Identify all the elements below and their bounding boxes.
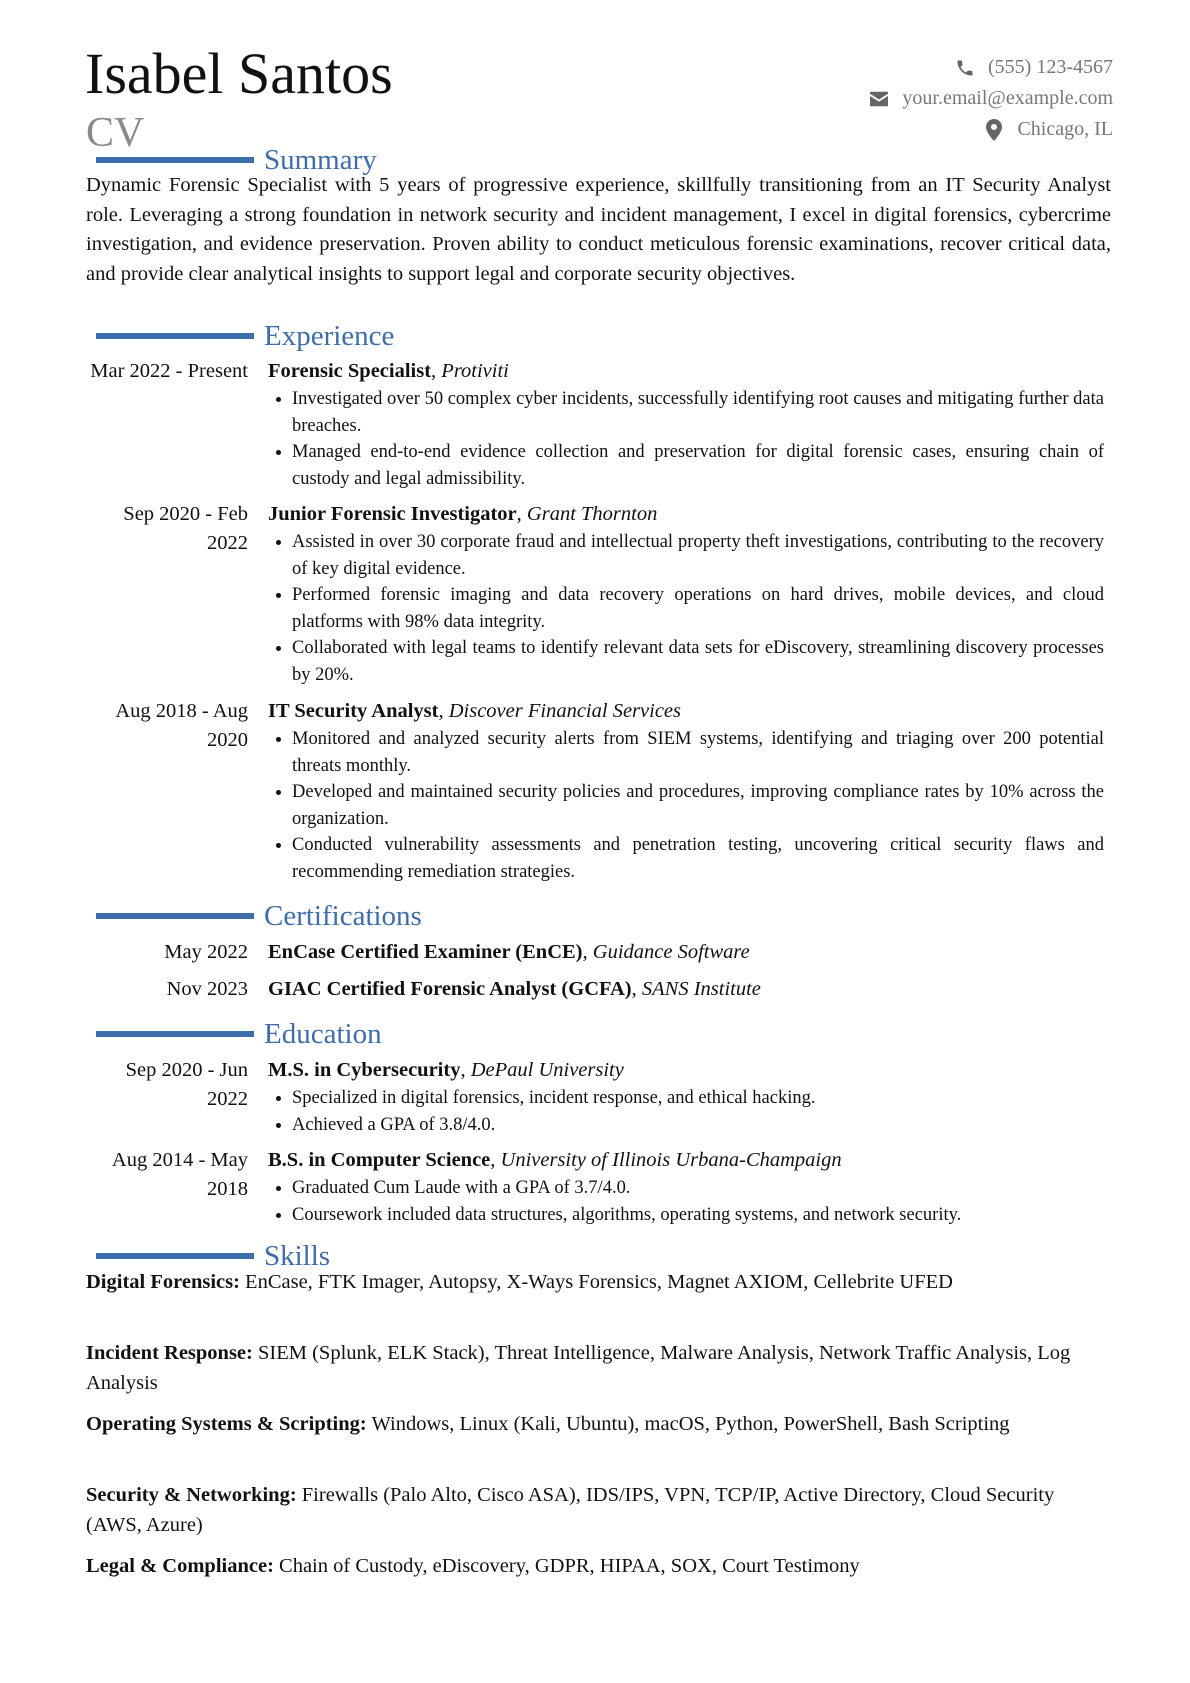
candidate-name: Isabel Santos: [85, 41, 393, 106]
section-title: Summary: [264, 144, 377, 176]
entry-title: Junior Forensic Investigator: [268, 503, 517, 525]
bullet-item: Conducted vulnerability assessments and penetration testing, uncovering critical security flaws and recommending remediation strategies.: [292, 832, 1116, 885]
skill-label: Legal & Compliance:: [86, 1555, 274, 1577]
bullet-item: Collaborated with legal teams to identify relevant data sets for eDiscovery, streamlining discovery processes by 20%.: [292, 635, 1116, 688]
entry-date: Aug 2014 - May 2018: [111, 1149, 248, 1200]
skill-row: [86, 1410, 1111, 1440]
bullet-item: Graduated Cum Laude with a GPA of 3.7/4.0.: [292, 1175, 1116, 1202]
entry-bullets: [268, 529, 1116, 688]
certification-entry: May 2022 EnCase Certified Examiner (EnCE), Guidance Software: [86, 938, 1116, 967]
entry-heading: IT Security Analyst, Discover Financial Services: [268, 700, 681, 722]
entry-date: Mar 2022 - Present: [90, 360, 248, 382]
entry-date: Sep 2020 - Jun 2022: [125, 1059, 248, 1110]
entry-bullets: [268, 1175, 1116, 1228]
entry-title: EnCase Certified Examiner (EnCE): [268, 941, 583, 963]
phone-icon: [954, 57, 976, 79]
summary-text: Dynamic Forensic Specialist with 5 years of progressive experience, skillfully transitioning from an IT Security Analyst role. Leveraging a strong foundation in network security and incident management, I excel in digital forensics, cybercrime investigation, and evidence preservation. Proven ability to conduct meticulous forensic examinations, recover critical data, and provide clear analytical insights to support legal and corporate security objectives.: [86, 174, 1111, 285]
entry-title: B.S. in Computer Science: [268, 1149, 491, 1171]
skill-label: Security & Networking:: [86, 1484, 297, 1506]
experience-entry: [86, 357, 1116, 492]
skill-label: Operating Systems & Scripting:: [86, 1413, 367, 1435]
experience-entry: [86, 697, 1116, 885]
entry-org: Guidance Software: [592, 941, 750, 963]
section-title: Education: [264, 1018, 382, 1050]
location-text: Chicago, IL: [1017, 118, 1113, 140]
bullet-item: Coursework included data structures, algorithms, operating systems, and network security.: [292, 1202, 1116, 1229]
section-accent-bar: [96, 1253, 254, 1259]
entry-org: SANS Institute: [641, 978, 761, 1000]
skill-row: [86, 1552, 1111, 1582]
entry-heading: M.S. in Cybersecurity, DePaul University: [268, 1059, 624, 1081]
certification-entry: Nov 2023 GIAC Certified Forensic Analyst (GCFA), SANS Institute: [86, 975, 1116, 1004]
section-accent-bar: [96, 1031, 254, 1037]
skill-value: Chain of Custody, eDiscovery, GDPR, HIPAA, SOX, Court Testimony: [279, 1555, 860, 1577]
entry-bullets: [268, 726, 1116, 885]
entry-date: Sep 2020 - Feb 2022: [123, 503, 248, 554]
skill-value: Windows, Linux (Kali, Ubuntu), macOS, Python, PowerShell, Bash Scripting: [371, 1413, 1010, 1435]
skill-label: Incident Response:: [86, 1342, 253, 1364]
section-accent-bar: [96, 333, 254, 339]
email-text[interactable]: your.email@example.com: [902, 87, 1113, 109]
entry-date: Nov 2023: [166, 978, 248, 1000]
entry-date: May 2022: [164, 941, 248, 963]
bullet-item: Monitored and analyzed security alerts from SIEM systems, identifying and triaging over 200 potential threats monthly.: [292, 726, 1116, 779]
bullet-item: Developed and maintained security policies and procedures, improving compliance rates by 10% across the organization.: [292, 779, 1116, 832]
contact-block: [868, 52, 1113, 145]
skill-value: EnCase, FTK Imager, Autopsy, X-Ways Forensics, Magnet AXIOM, Cellebrite UFED: [245, 1271, 953, 1293]
entry-org: Protiviti: [441, 360, 509, 382]
entry-title: GIAC Certified Forensic Analyst (GCFA): [268, 978, 632, 1000]
section-title: Experience: [264, 320, 395, 352]
skill-row: [86, 1268, 1111, 1298]
section-accent-bar: [96, 913, 254, 919]
entry-title: Forensic Specialist: [268, 360, 432, 382]
contact-phone: [868, 52, 1113, 83]
experience-entry: [86, 500, 1116, 688]
section-experience: [96, 320, 394, 352]
entry-org: DePaul University: [470, 1059, 624, 1081]
entry-heading: B.S. in Computer Science, University of Illinois Urbana-Champaign: [268, 1149, 842, 1171]
entry-heading: Forensic Specialist, Protiviti: [268, 360, 509, 382]
contact-email: [868, 83, 1113, 114]
skill-row: [86, 1339, 1111, 1398]
phone-text: (555) 123-4567: [988, 56, 1113, 78]
contact-location: [868, 114, 1113, 145]
document-subtitle: CV: [86, 110, 145, 156]
bullet-item: Managed end-to-end evidence collection and preservation for digital forensic cases, ensuring chain of custody and legal admissibility.: [292, 439, 1116, 492]
entry-bullets: [268, 1085, 1116, 1138]
skill-row: [86, 1481, 1111, 1540]
map-pin-icon: [983, 119, 1005, 141]
entry-org: Grant Thornton: [526, 503, 658, 525]
bullet-item: Achieved a GPA of 3.8/4.0.: [292, 1112, 1116, 1139]
entry-date: Aug 2018 - Aug 2020: [115, 700, 248, 751]
entry-heading: Junior Forensic Investigator, Grant Thornton: [268, 503, 658, 525]
bullet-item: Assisted in over 30 corporate fraud and intellectual property theft investigations, contributing to the recovery of key digital evidence.: [292, 529, 1116, 582]
bullet-item: Specialized in digital forensics, incident response, and ethical hacking.: [292, 1085, 1116, 1112]
section-accent-bar: [96, 157, 254, 163]
education-entry: [86, 1146, 1116, 1228]
entry-title: M.S. in Cybersecurity: [268, 1059, 461, 1081]
skill-label: Digital Forensics:: [86, 1271, 240, 1293]
entry-bullets: [268, 386, 1116, 492]
entry-org: University of Illinois Urbana-Champaign: [500, 1149, 842, 1171]
envelope-icon: [868, 88, 890, 110]
bullet-item: Performed forensic imaging and data recovery operations on hard drives, mobile devices, and cloud platforms with 98% data integrity.: [292, 582, 1116, 635]
education-entry: [86, 1056, 1116, 1138]
entry-title: IT Security Analyst: [268, 700, 439, 722]
section-certifications: [96, 900, 422, 932]
section-title: Skills: [264, 1240, 331, 1272]
skill-value: SIEM (Splunk, ELK Stack), Threat Intelligence, Malware Analysis, Network Traffic Analysis, Log Analysis: [86, 1342, 1071, 1394]
section-education: [96, 1018, 382, 1050]
section-title: Certifications: [264, 900, 422, 932]
bullet-item: Investigated over 50 complex cyber incidents, successfully identifying root causes and mitigating further data breaches.: [292, 386, 1116, 439]
skill-value: Firewalls (Palo Alto, Cisco ASA), IDS/IPS, VPN, TCP/IP, Active Directory, Cloud Security (AWS, Azure): [86, 1484, 1055, 1536]
entry-org: Discover Financial Services: [448, 700, 681, 722]
